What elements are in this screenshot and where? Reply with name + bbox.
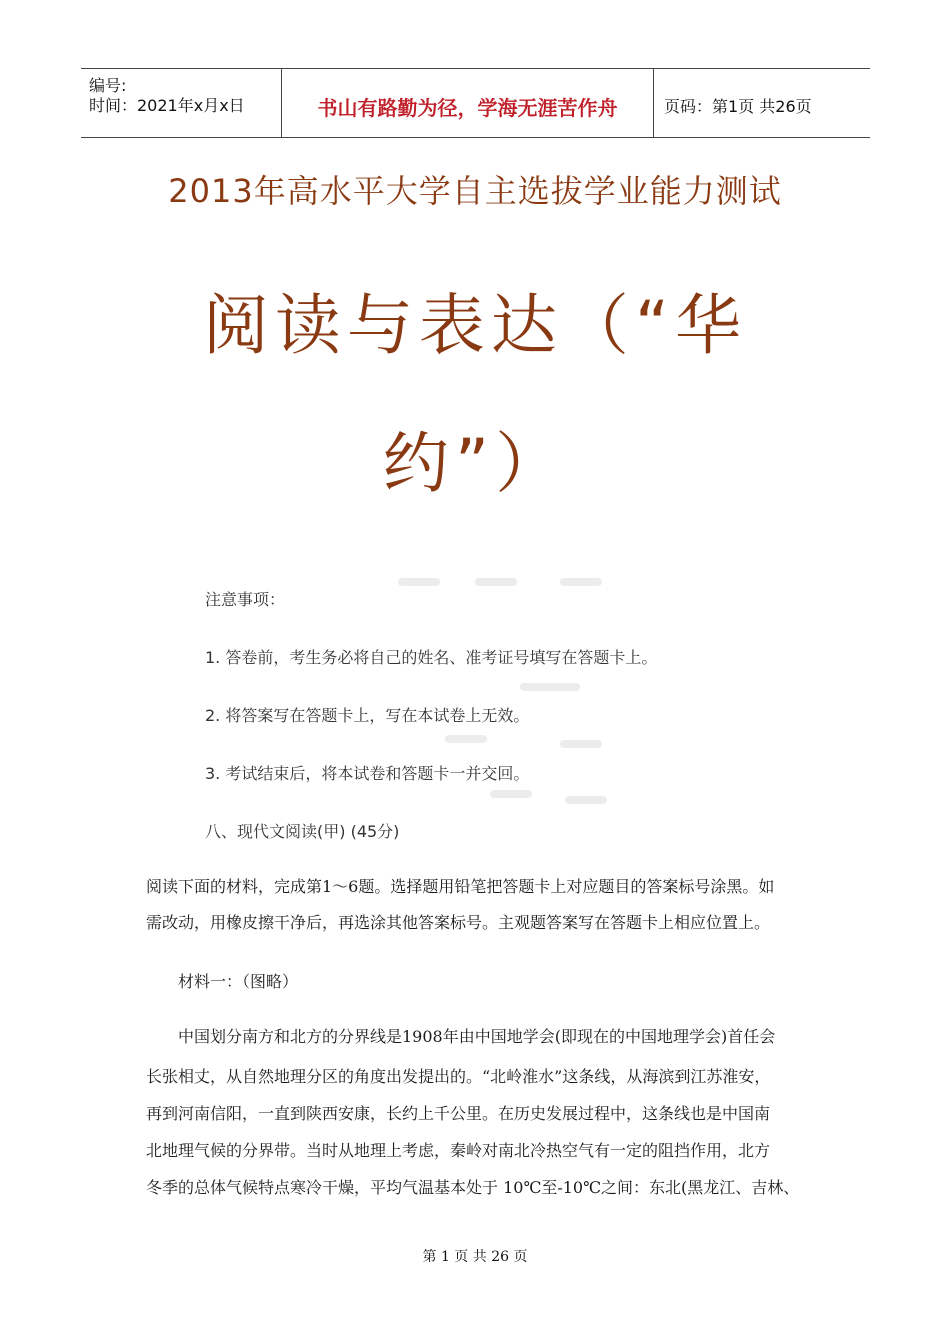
- header-page-cell: [654, 69, 870, 137]
- instruction-line: 需改动，用橡皮擦干净后，再选涂其他答案标号。主观题答案写在答题卡上相应位置上。: [146, 913, 771, 932]
- watermark-mark: [475, 578, 517, 586]
- motto: 书山有路勤为径，学海无涯苦作舟: [317, 96, 618, 120]
- page-info: 页码：第1页 共26页: [664, 97, 812, 116]
- passage-line: 北地理气候的分界带。当时从地理上考虑，秦岭对南北冷热空气有一定的阻挡作用，北方: [146, 1141, 771, 1160]
- watermark-mark: [560, 740, 602, 748]
- notice-item: 1. 答卷前，考生务必将自己的姓名、准考证号填写在答题卡上。: [205, 648, 658, 667]
- notice-heading: 注意事项：: [205, 590, 286, 609]
- watermark-mark: [565, 796, 607, 804]
- passage-line: 再到河南信阳，一直到陕西安康，长约上千公里。在历史发展过程中，这条线也是中国南: [146, 1104, 771, 1123]
- watermark-mark: [490, 790, 532, 798]
- exam-subtitle: 2013年高水平大学自主选拔学业能力测试: [168, 172, 782, 210]
- watermark-mark: [398, 578, 440, 586]
- notice-item: 2. 将答案写在答题卡上，写在本试卷上无效。: [205, 706, 530, 725]
- watermark-mark: [560, 578, 602, 586]
- number-label: 编号:: [89, 76, 127, 95]
- passage-line: 长张相丈，从自然地理分区的角度出发提出的。“北岭淮水”这条线，从海滨到江苏淮安，: [146, 1067, 771, 1086]
- header-meta-cell: [81, 69, 282, 137]
- header-motto-cell: [282, 69, 654, 137]
- material-label: 材料一：（图略）: [178, 972, 299, 991]
- instruction-line: 阅读下面的材料，完成第1～6题。选择题用铅笔把答题卡上对应题目的答案标号涂黑。如: [146, 877, 775, 896]
- passage-line: 中国划分南方和北方的分界线是1908年由中国地学会(即现在的中国地理学会)首任会: [178, 1027, 776, 1046]
- passage-line: 冬季的总体气候特点寒冷干燥，平均气温基本处于 10℃至-10℃之间：东北(黑龙江、吉林、: [146, 1178, 800, 1197]
- time-label: 时间：2021年x月x日: [89, 96, 245, 115]
- main-title-line1: 阅读与表达（“华: [202, 287, 748, 364]
- watermark-mark: [445, 735, 487, 743]
- watermark-mark: [520, 683, 580, 691]
- section-heading: 八、现代文阅读(甲) (45分): [205, 822, 400, 841]
- document-header: [81, 68, 870, 138]
- page-footer: 第 1 页 共 26 页: [422, 1249, 528, 1265]
- main-title-line2: 约”）: [382, 425, 568, 502]
- notice-item: 3. 考试结束后，将本试卷和答题卡一并交回。: [205, 764, 530, 783]
